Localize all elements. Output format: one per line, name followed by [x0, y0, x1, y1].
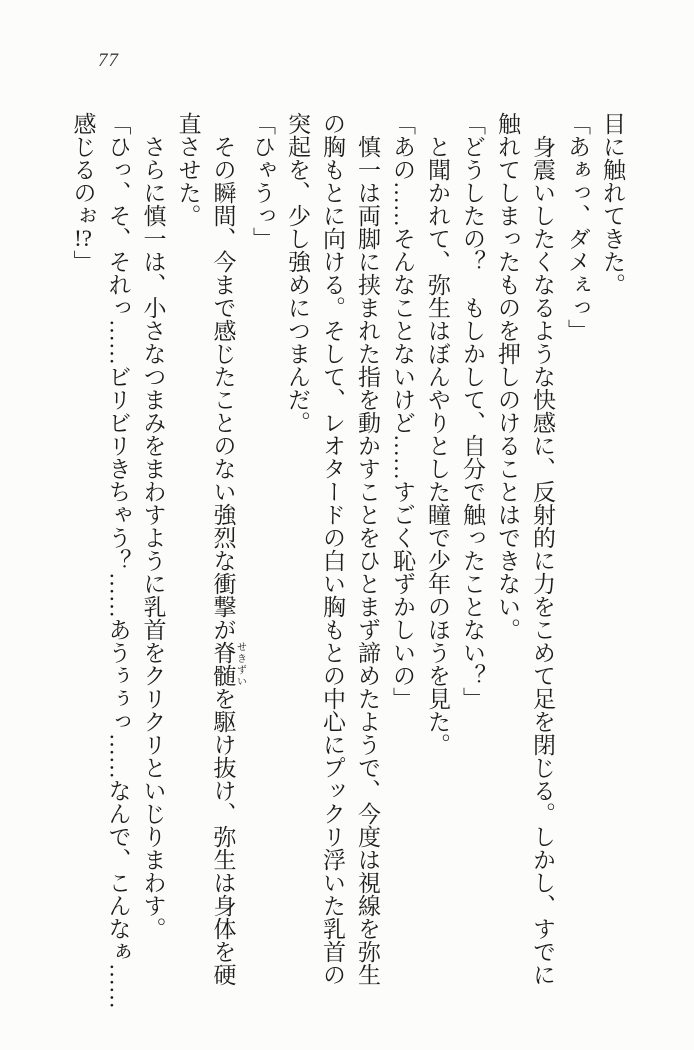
text-line-10: 突起を、少し強めにつまんだ。: [285, 112, 310, 434]
text-line-13: 直させた。: [175, 112, 201, 227]
text-line-16: 感じるのぉ!?」: [70, 112, 96, 273]
text-line-15: 「ひっ、そ、それっ……ビリビリきちゃう？……あうぅぅっ……なんで、こんなぁ……: [105, 112, 131, 1009]
page-number: 77: [98, 50, 119, 71]
text-line-1: 目に触れてきた。: [600, 112, 625, 296]
ruby-annotated-word: 脊髄 せきずい: [210, 641, 246, 687]
text-line-12: その瞬間、今まで感じたことのない強烈な衝撃が脊髄 せきずいを駆け抜け、弥生は身体を硬: [210, 135, 246, 986]
text-line-4: 触れてしまったものを押しのけることはできない。: [495, 112, 520, 641]
text-line-11: 「ひゃうっ」: [250, 112, 275, 250]
text-line-6: と聞かれて、弥生はぼんやりとした瞳で少年のほうを見た。: [425, 135, 450, 756]
text-line-5: 「どうしたの？ もしかして、自分で触ったことない？」: [460, 112, 485, 710]
text-line-3: 身震いしたくなるような快感に、反射的に力をこめて足を閉じる。しかし、すでに: [530, 135, 555, 986]
tate-chu-yoko: !?: [74, 227, 92, 250]
vertical-text-block: [66, 112, 631, 1017]
text-line-7: 「あの……そんなことないけど……すごく恥ずかしいの」: [390, 112, 415, 710]
text-line-2: 「あぁっ、ダメぇっ」: [565, 112, 590, 342]
text-line-9: の胸もとに向ける。そして、レオタードの白い胸もとの中心にプックリ浮いた乳首の: [320, 112, 345, 986]
text-line-8: 慎一は両脚に挟まれた指を動かすことをひとまず諦めたようで、今度は視線を弥生: [355, 135, 380, 986]
text-line-14: さらに慎一は、小さなつまみをまわすように乳首をクリクリといじりまわす。: [140, 135, 166, 940]
